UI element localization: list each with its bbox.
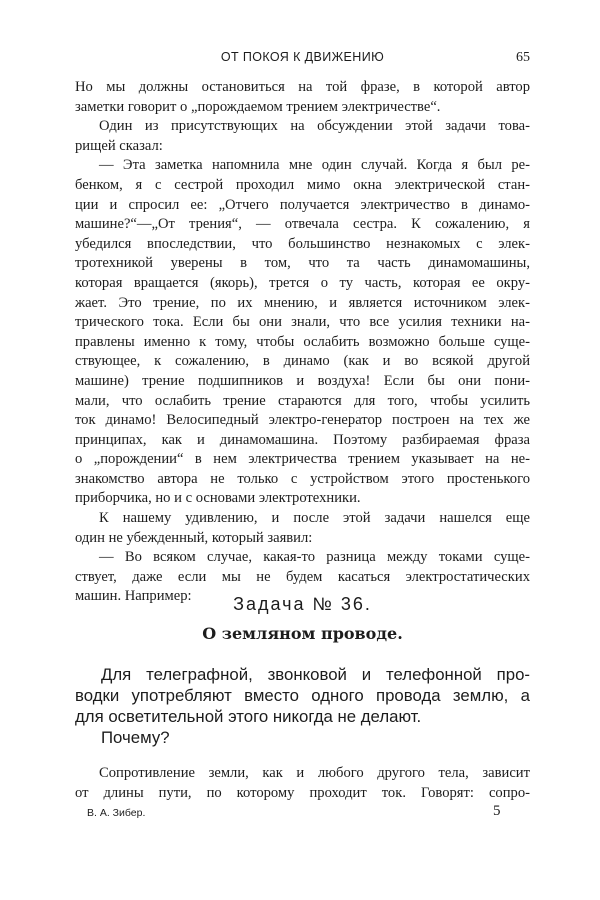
question-line: Почему? (101, 728, 170, 747)
question-line: для осветительной этого никогда не делают. (75, 707, 422, 726)
text-line: Но мы должны остановиться на той фразе, в которой автор (75, 79, 530, 95)
text-line: убедился впоследствии, что большинство незнакомых с элек- (75, 235, 530, 252)
text-line: Один из присутствующих на обсуждении этой задачи това- (99, 118, 530, 135)
text-line: ток динамо! Велосипедный электро-генератор построен на тех же (75, 412, 530, 429)
text-line: машин. Например: (75, 588, 192, 605)
page-header (75, 50, 530, 68)
text-line: — Во всяком случае, какая-то разница между токами суще- (99, 549, 530, 566)
text-line: жает. Это трение, по их мнению, и является источником элек- (75, 294, 530, 311)
text-line: заметки говорит о „порождаемом трением электричестве“. (75, 98, 441, 115)
problem-subtitle: О земляном проводе. (202, 624, 403, 643)
sheet-number: 5 (493, 803, 501, 819)
text-line: ствующее, к сожалению, в динамо (как и во всякой другой (75, 353, 530, 370)
question-line: Для телеграфной, звонковой и телефонной про- (101, 665, 530, 684)
main-text (75, 78, 530, 607)
answer-text (75, 764, 530, 803)
text-line: мали, что ослабить трение стараются для того, чтобы усилить (75, 392, 530, 409)
text-line: — Эта заметка напомнила мне один случай. Когда я был ре- (99, 157, 530, 174)
text-line: правлены именно к тому, чтобы ослабить возможно больше суще- (75, 333, 530, 350)
page-number: 65 (516, 50, 530, 65)
text-line: машине?“—„От трения“, — отвечала сестра. К сожалению, я (75, 216, 530, 233)
text-line: от длины пути, по которому проходит ток. Говорят: сопро- (75, 784, 530, 801)
text-line: которая вращается (якорь), трется о ту часть, которая ее окру- (75, 274, 530, 291)
printer-signature: В. А. Зибер. (87, 807, 146, 819)
text-line: бенком, я с сестрой проходил мимо окна электрической стан- (75, 176, 530, 193)
text-line: рищей сказал: (75, 137, 163, 154)
text-line: машине) трение подшипников и воздуха! Если бы они пони- (75, 372, 530, 389)
text-line: приборчика, но и с основами электротехники. (75, 490, 361, 507)
text-line: ствует, даже если мы не будем касаться электростатических (75, 568, 530, 585)
text-line: тротехникой уверены в том, что та часть динамомашины, (75, 255, 530, 272)
text-line: ции и спросил ее: „Отчего получается электричество в динамо- (75, 196, 530, 213)
text-line: К нашему удивлению, и после этой задачи нашелся еще (99, 510, 530, 527)
text-line: принципах, как и динамомашина. Поэтому разбираемая фраза (75, 431, 530, 448)
text-line: о „порождении“ в нем электричества трением указывает на не- (75, 451, 530, 468)
problem-question (75, 664, 530, 748)
problem-title: Задача № 36. (233, 594, 372, 614)
text-line: знакомство автора не только с устройством этого простенького (75, 470, 530, 487)
question-line: водки употребляют вместо одного провода землю, а (75, 686, 530, 705)
text-line: Сопротивление земли, как и любого другого тела, зависит (99, 765, 530, 781)
text-line: один не убежденный, который заявил: (75, 529, 313, 546)
running-title: ОТ ПОКОЯ К ДВИЖЕНИЮ (220, 50, 385, 64)
text-line: трического тока. Если бы они знали, что все усилия техники на- (75, 314, 530, 331)
